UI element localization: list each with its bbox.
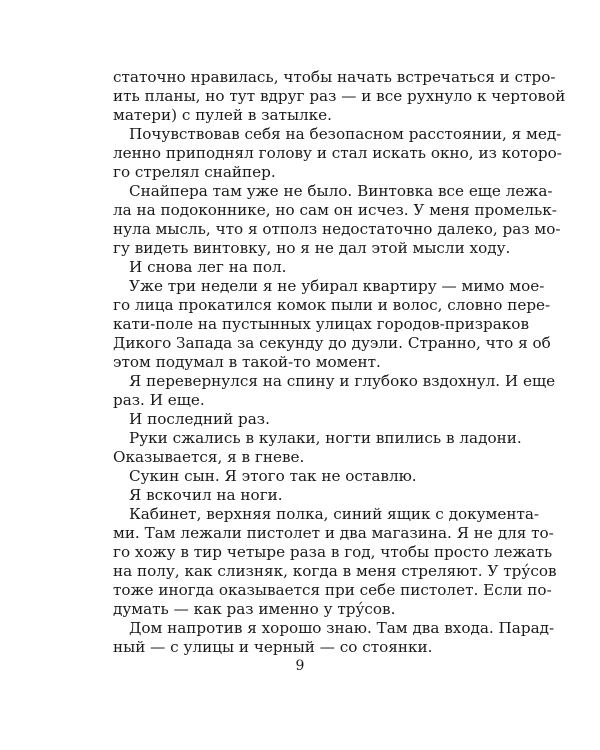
text-line: матери) с пулей в затылке. xyxy=(113,106,332,124)
text-line: Уже три недели я не убирал квартиру — мимо мое- xyxy=(129,277,545,295)
text-line: ла на подоконнике, но сам он исчез. У меня промельк- xyxy=(113,201,557,219)
text-line: Кабинет, верхняя полка, синий ящик с документа- xyxy=(129,505,540,523)
text-line: этом подумал в такой-то момент. xyxy=(113,353,381,371)
text-line: Дикого Запада за секунду до дуэли. Странно, что я об xyxy=(113,334,551,352)
text-line: нула мысль, что я отполз недостаточно далеко, раз мо- xyxy=(113,220,561,238)
text-line: Сукин сын. Я этого так не оставлю. xyxy=(129,467,417,485)
page-number: 9 xyxy=(295,658,305,674)
text-line: Оказывается, я в гневе. xyxy=(113,448,305,466)
text-line: кати-поле на пустынных улицах городов-призраков xyxy=(113,315,529,333)
text-line: Руки сжались в кулаки, ногти впились в ладони. xyxy=(129,429,522,447)
text-line: Дом напротив я хорошо знаю. Там два входа. Парад- xyxy=(129,619,555,637)
text-line: Снайпера там уже не было. Винтовка все еще лежа- xyxy=(129,182,553,200)
text-line: ить планы, но тут вдруг раз — и все рухнуло к чертовой xyxy=(113,87,566,105)
text-line: го хожу в тир четыре раза в год, чтобы просто лежать xyxy=(113,543,553,561)
text-line: Я вскочил на ноги. xyxy=(129,486,283,504)
text-line: гу видеть винтовку, но я не дал этой мысли ходу. xyxy=(113,239,511,257)
text-line: И снова лег на пол. xyxy=(129,258,287,276)
text-line: на полу, как слизняк, когда в меня стреляют. У тру́сов xyxy=(113,562,557,580)
text-line: раз. И еще. xyxy=(113,391,205,409)
text-line: статочно нравилась, чтобы начать встречаться и стро- xyxy=(113,68,556,86)
text-line: Почувствовав себя на безопасном расстоянии, я мед- xyxy=(129,125,562,143)
text-line: И последний раз. xyxy=(129,410,270,428)
text-line: го лица прокатился комок пыли и волос, словно пере- xyxy=(113,296,551,314)
text-line: ми. Там лежали пистолет и два магазина. Я не для то- xyxy=(113,524,554,542)
text-line: думать — как раз именно у тру́сов. xyxy=(113,600,396,618)
text-line: ленно приподнял голову и стал искать окно, из которо- xyxy=(113,144,562,162)
text-line: тоже иногда оказывается при себе пистолет. Если по- xyxy=(113,581,552,599)
text-line: го стрелял снайпер. xyxy=(113,163,276,181)
text-line: Я перевернулся на спину и глубоко вздохнул. И еще xyxy=(129,372,556,390)
text-line: ный — с улицы и черный — со стоянки. xyxy=(113,638,433,656)
